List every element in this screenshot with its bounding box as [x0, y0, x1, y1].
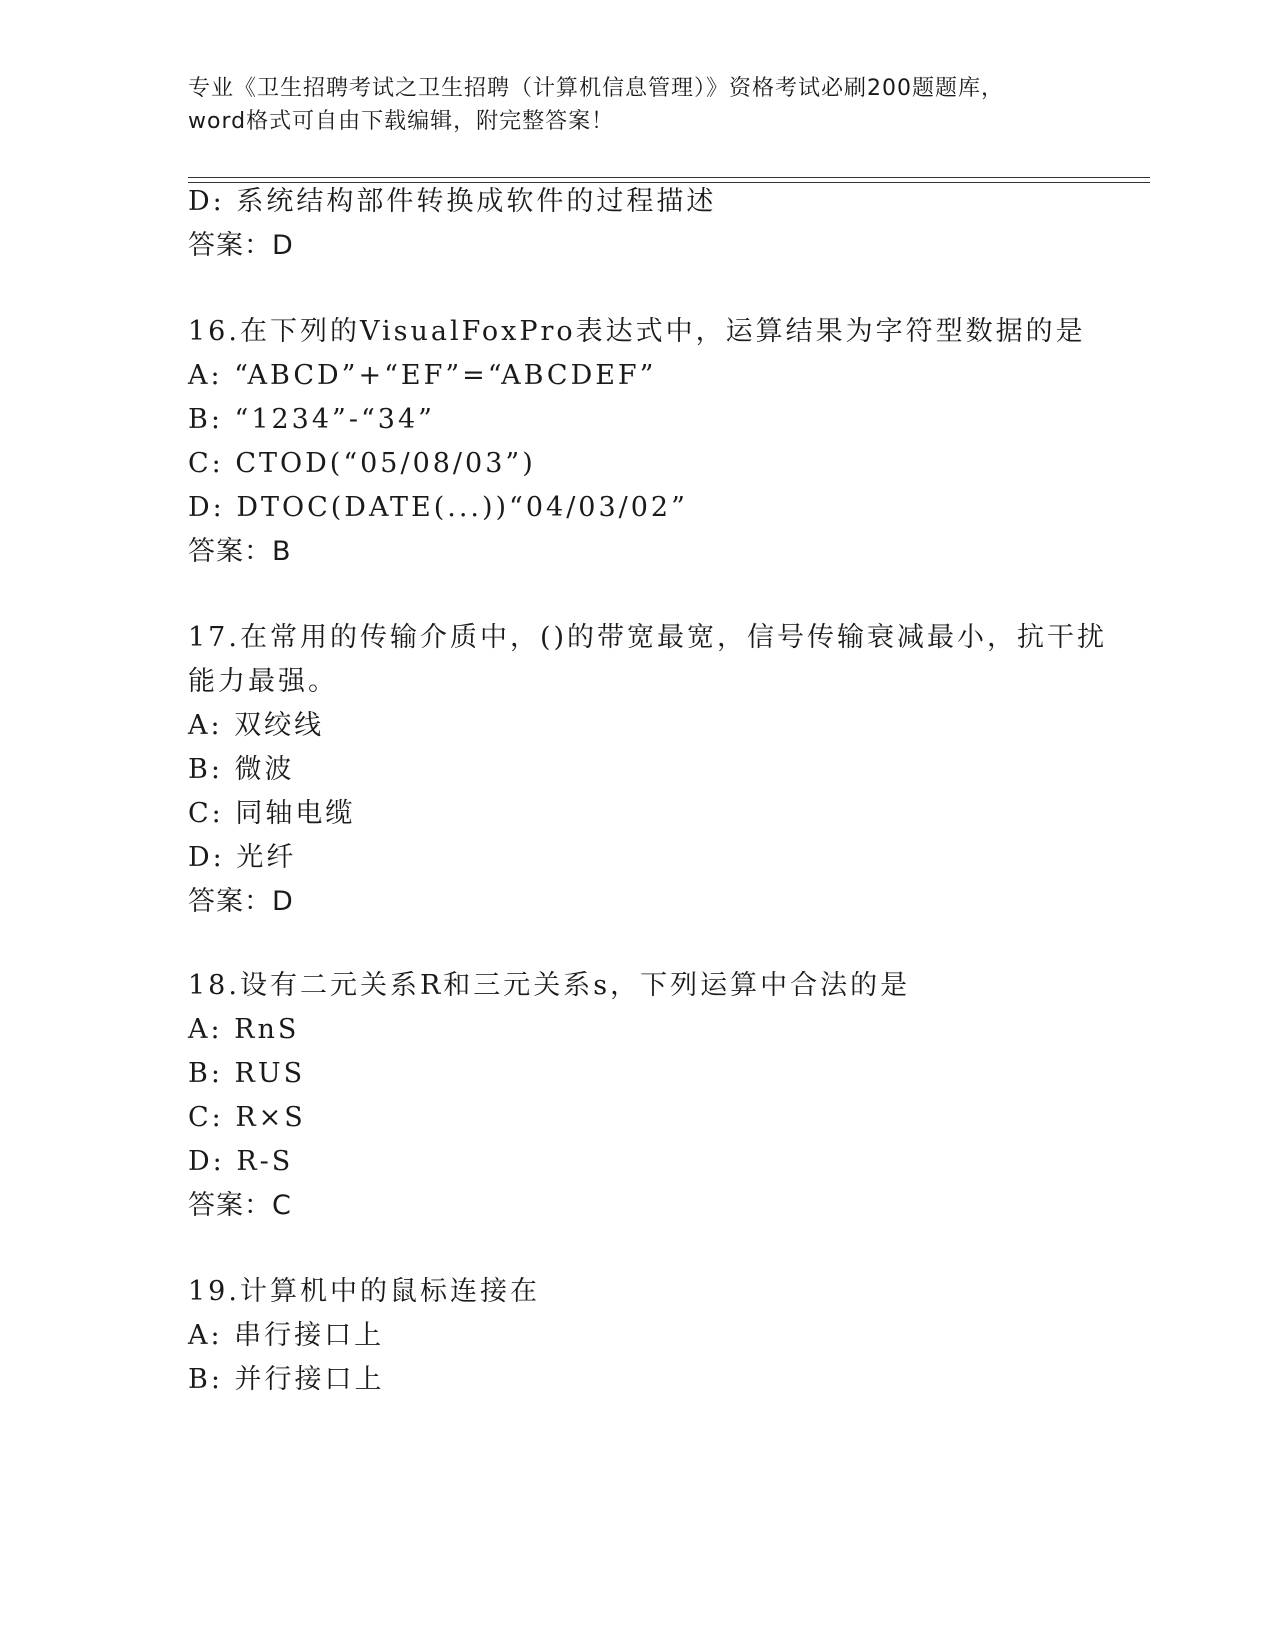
question-16-stem: 16.在下列的VisualFoxPro表达式中，运算结果为字符型数据的是: [188, 316, 1086, 347]
question-18-stem: 18.设有二元关系R和三元关系s，下列运算中合法的是: [188, 970, 911, 1001]
question-19-option-b: B: 并行接口上: [188, 1364, 385, 1395]
question-18-answer: 答案：C: [188, 1190, 292, 1221]
question-16-answer: 答案：B: [188, 536, 292, 567]
header-line-2: word格式可自由下载编辑，附完整答案！: [188, 109, 615, 134]
question-17-answer: 答案：D: [188, 886, 294, 917]
question-16-option-b: B: “1234”-“34”: [188, 404, 435, 435]
question-19-stem: 19.计算机中的鼠标连接在: [188, 1276, 540, 1307]
question-17-option-a: A: 双绞线: [188, 710, 325, 741]
header-line-1: 专业《卫生招聘考试之卫生招聘（计算机信息管理）》资格考试必刷200题题库，: [188, 76, 1004, 101]
question-17-stem-line-2: 能力最强。: [188, 666, 338, 697]
document-header: [188, 72, 1088, 138]
question-18-option-c: C: R×S: [188, 1102, 306, 1133]
header-divider-top: [188, 177, 1150, 178]
question-17-stem-line-1: 17.在常用的传输介质中，()的带宽最宽，信号传输衰减最小，抗干扰: [188, 622, 1108, 653]
question-17-option-d: D: 光纤: [188, 842, 297, 873]
question-18-option-d: D: R-S: [188, 1146, 294, 1177]
header-divider-bottom: [188, 182, 1150, 183]
prev-answer: 答案：D: [188, 230, 294, 261]
question-19-option-a: A: 串行接口上: [188, 1320, 385, 1351]
question-18-option-a: A: RnS: [188, 1014, 300, 1045]
question-16-option-a: A: “ABCD”+“EF”=“ABCDEF”: [188, 360, 657, 391]
prev-option-d: D: 系统结构部件转换成软件的过程描述: [188, 186, 717, 217]
question-17-option-c: C: 同轴电缆: [188, 798, 356, 829]
question-16-option-d: D: DTOC(DATE(...))“04/03/02”: [188, 492, 688, 523]
question-17-option-b: B: 微波: [188, 754, 295, 785]
question-16-option-c: C: CTOD(“05/08/03”): [188, 448, 536, 479]
question-18-option-b: B: RUS: [188, 1058, 306, 1089]
